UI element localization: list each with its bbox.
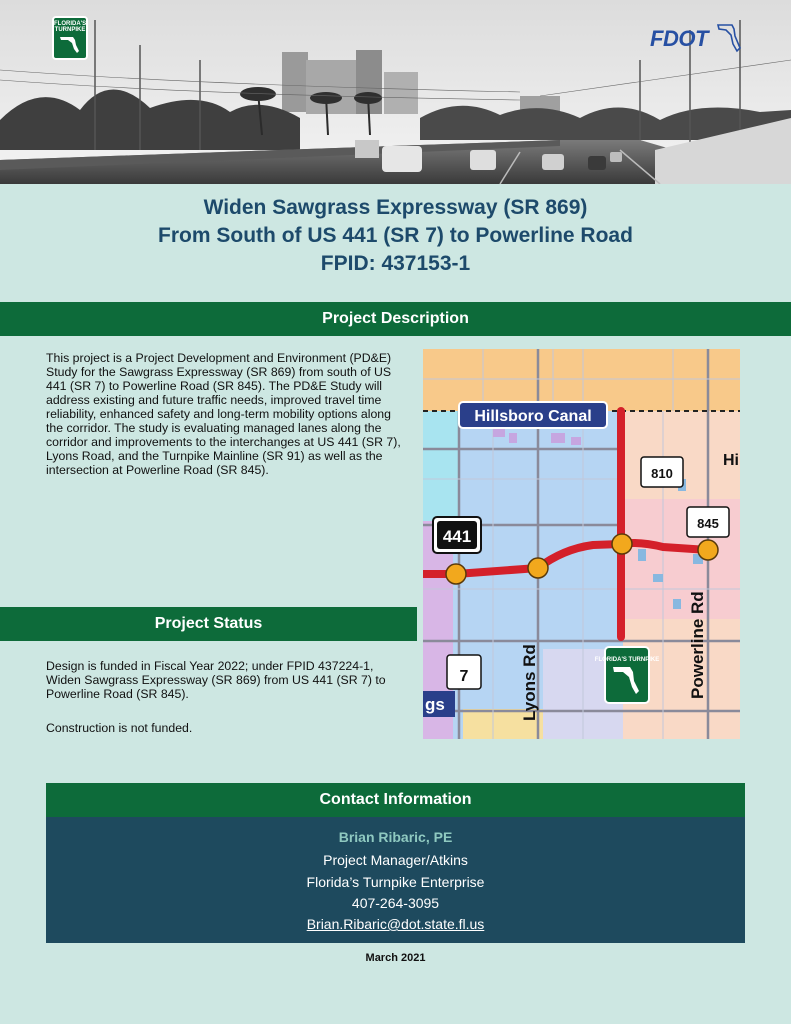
contact-phone: 407-264-3095 xyxy=(351,895,440,911)
florida-state-icon xyxy=(59,35,81,55)
project-status-heading: Project Status xyxy=(0,607,417,641)
florida-outline-icon xyxy=(716,22,742,54)
turnpike-logo xyxy=(52,16,88,60)
construction-status-text: Construction is not funded. xyxy=(46,721,193,735)
project-status-text: Design is funded in Fiscal Year 2022; under FPID 437224-1, Widen Sawgrass Expressway (SR 869) from US 441 (SR 7) to Powerline Road (SR 845). xyxy=(46,659,386,701)
title-line-2: From South of US 441 (SR 7) to Powerline Road xyxy=(158,224,633,247)
lyons-rd-label: Lyons Rd xyxy=(520,644,539,721)
contact-information-heading: Contact Information xyxy=(46,783,745,817)
project-map xyxy=(423,349,740,739)
sr-810-shield: 810 xyxy=(651,466,673,481)
sr-7-shield: 7 xyxy=(459,668,469,685)
powerline-rd-label: Powerline Rd xyxy=(688,591,707,699)
project-description-text: This project is a Project Development and Environment (PD&E) Study for the Sawgrass Expressway (SR 869) from south of US 441 (SR 7) to Powerline Road (SR 845). The PD&E Study will address existing and future traffic needs, improved travel time reliability, enhanced safety and long-term mobility options along the corridor. The study is evaluating managed lanes along the corridor and improvements to the interchanges at US 441 (SR 7), Lyons Road, and the Turnpike Mainline (SR 91) as well as the intersection at Powerline Road (SR 845). xyxy=(46,351,401,477)
contact-name: Brian Ribaric, PE xyxy=(338,829,453,845)
map-label-fragment-hi: Hi xyxy=(723,452,739,469)
us-441-shield: 441 xyxy=(442,527,472,546)
turnpike-logo-text: FLORIDA'S TURNPIKE xyxy=(54,21,87,33)
contact-email-link[interactable]: Brian.Ribaric@dot.state.fl.us xyxy=(306,916,485,932)
title-line-1: Widen Sawgrass Expressway (SR 869) xyxy=(203,196,588,219)
map-turnpike-sign-text: FLORIDA'S TURNPIKE xyxy=(594,657,660,663)
contact-organization: Florida’s Turnpike Enterprise xyxy=(306,874,485,890)
fdot-logo: FDOT xyxy=(650,26,708,51)
publication-date: March 2021 xyxy=(365,952,426,964)
sr-845-shield: 845 xyxy=(697,516,719,531)
title-fpid: FPID: 437153-1 xyxy=(320,252,471,275)
hillsboro-canal-label: Hillsboro Canal xyxy=(474,408,592,425)
contact-role: Project Manager/Atkins xyxy=(323,852,468,868)
contact-box xyxy=(46,817,745,943)
project-description-heading: Project Description xyxy=(0,302,791,336)
corridor-map xyxy=(423,349,740,739)
page-title xyxy=(0,194,791,278)
map-label-fragment-gs: gs xyxy=(425,695,445,714)
